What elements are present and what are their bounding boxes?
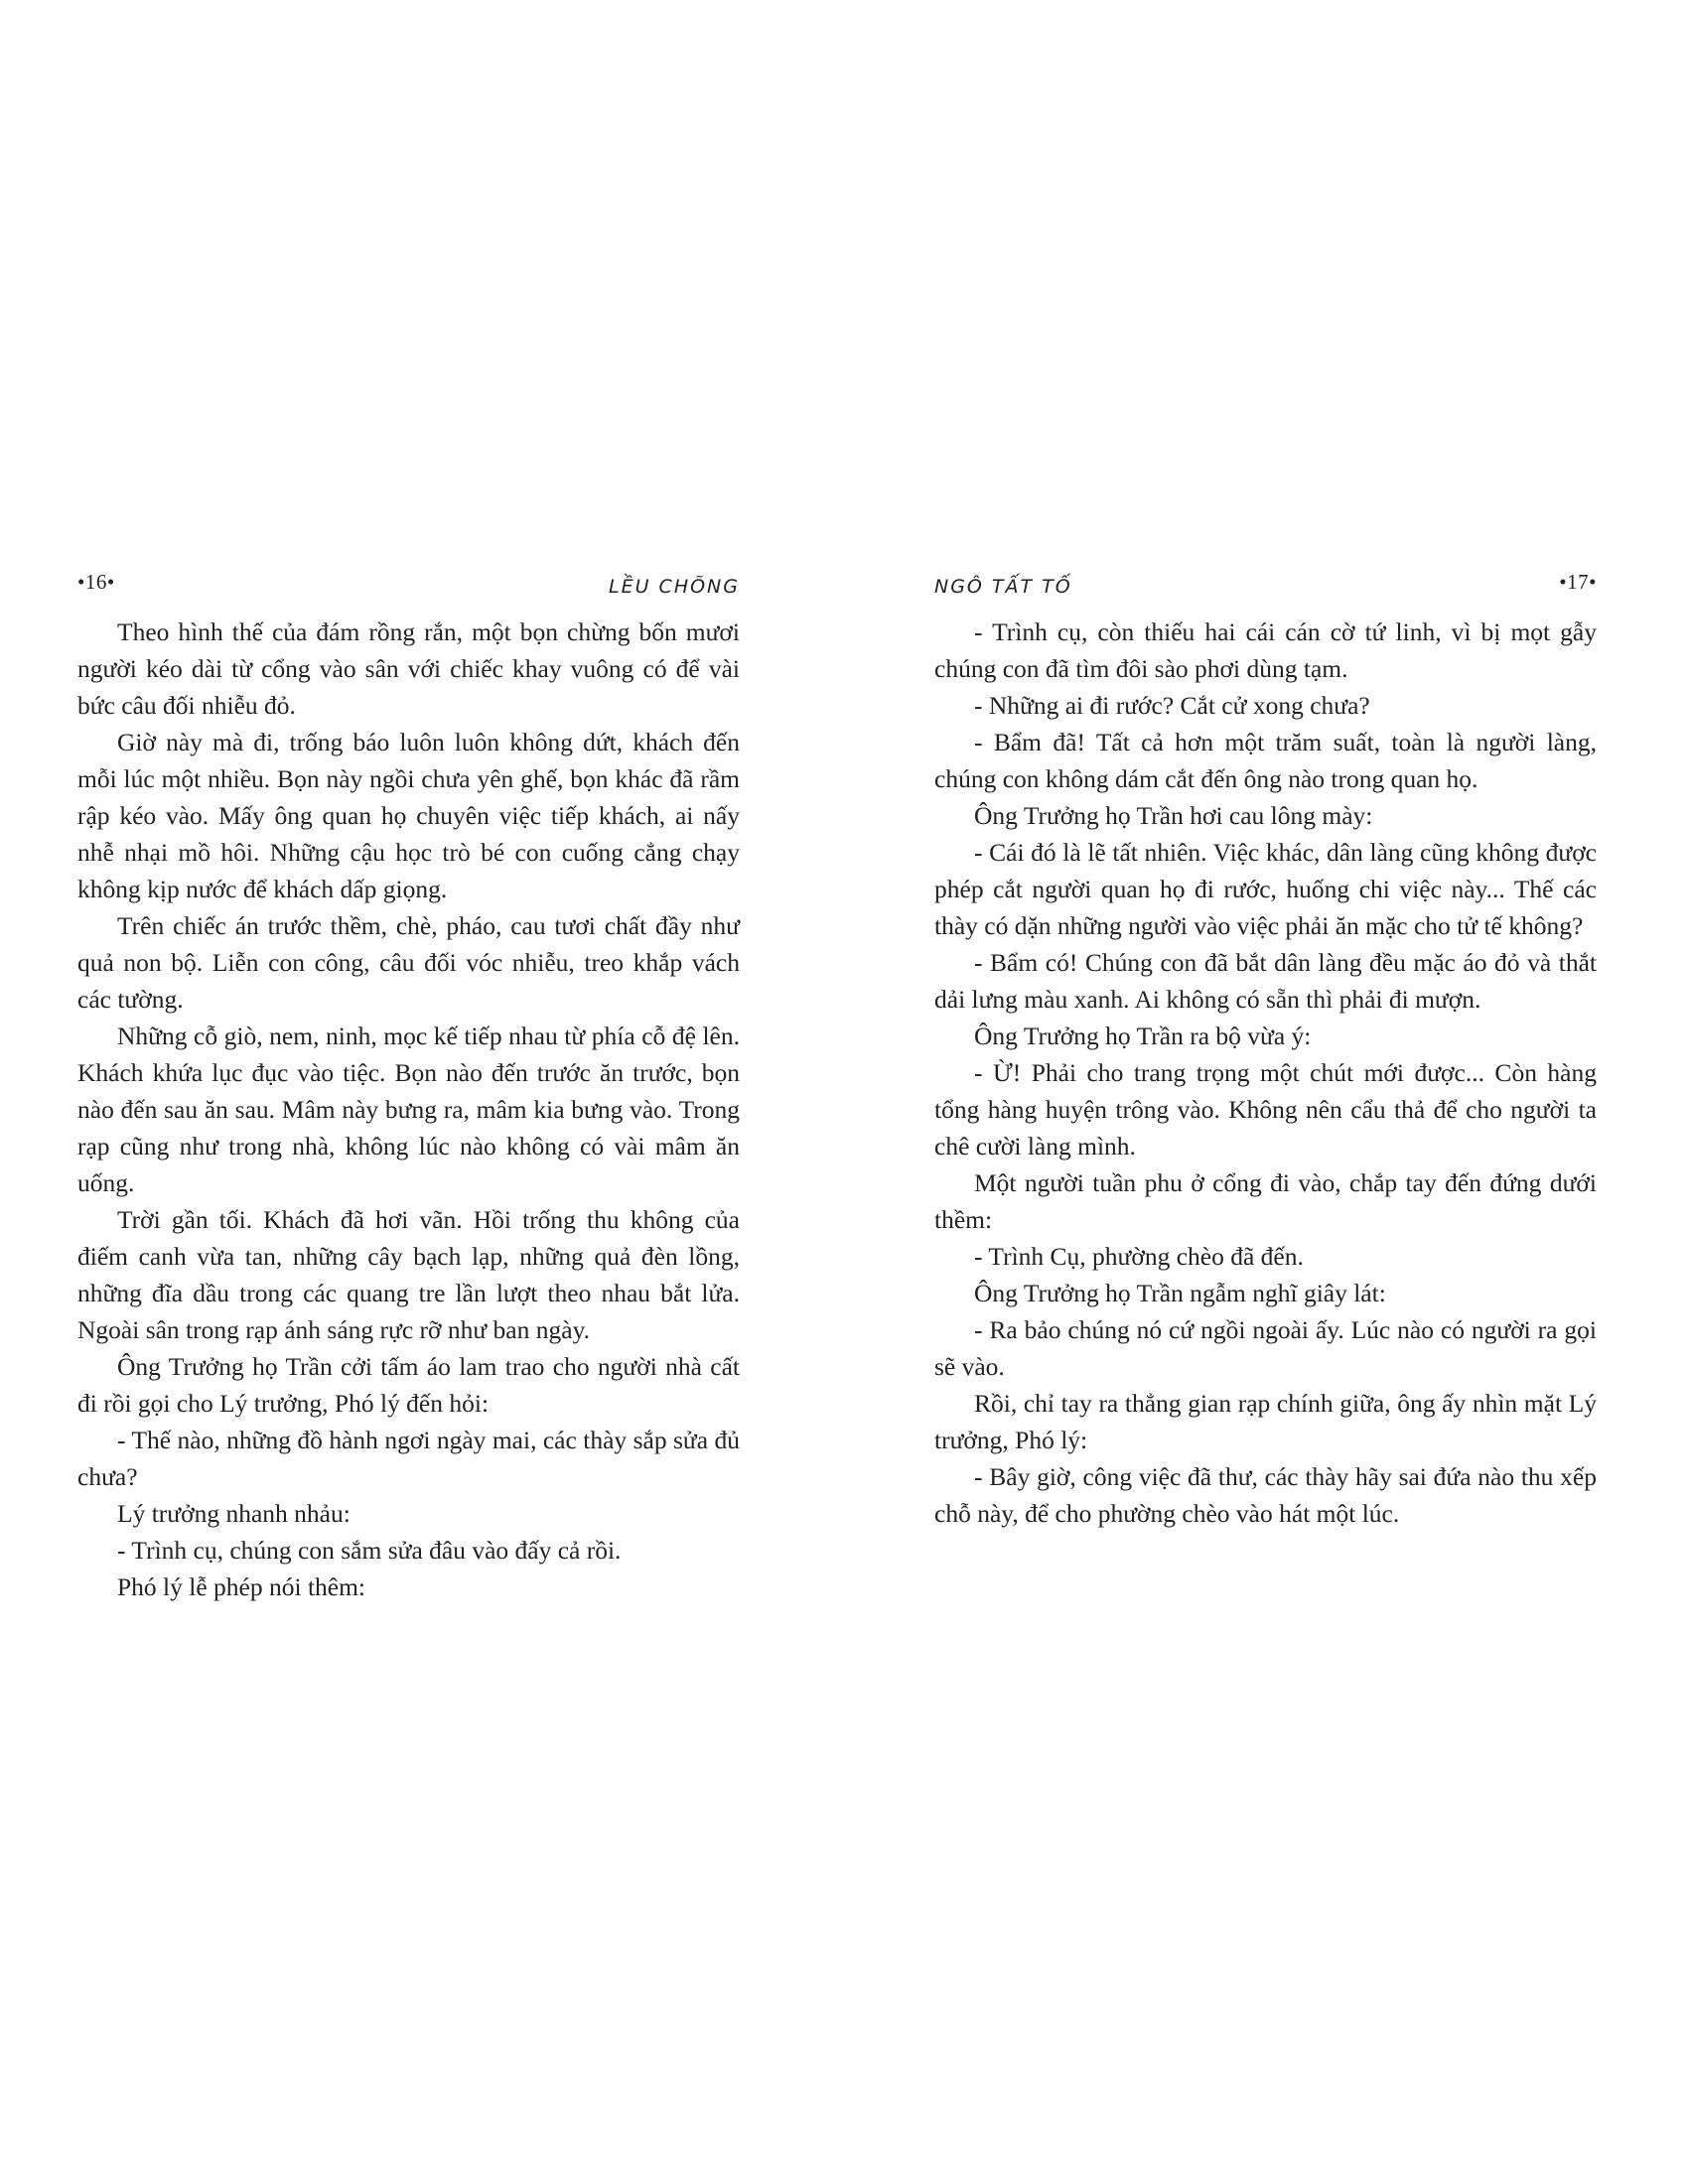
left-page-body [77, 614, 740, 1605]
paragraph: Giờ này mà đi, trống báo luôn luôn không dứt, khách đến mỗi lúc một nhiều. Bọn này ngồi chưa yên ghế, bọn khác đã rầm rập kéo vào. Mấy ông quan họ chuyên việc tiếp khách, ai nấy nhễ nhại mồ hôi. Những cậu học trò bé con cuống cẳng chạy không kịp nước để khách dấp giọng. [77, 728, 740, 903]
dialogue-line: - Bẩm có! Chúng con đã bắt dân làng đều mặc áo đỏ và thắt dải lưng màu xanh. Ai không có sẵn thì phải đi mượn. [934, 948, 1597, 1014]
left-running-head [77, 570, 740, 610]
paragraph: Những cỗ giò, nem, ninh, mọc kế tiếp nhau từ phía cỗ đệ lên. Khách khứa lục đục vào tiệc. Bọn nào đến trước ăn trước, bọn nào đến sau ăn sau. Mâm này bưng ra, mâm kia bưng vào. Trong rạp cũng như trong nhà, không lúc nào không có vài mâm ăn uống. [77, 1022, 740, 1197]
dialogue-line: - Thế nào, những đồ hành ngơi ngày mai, các thày sắp sửa đủ chưa? [77, 1426, 740, 1491]
left-page [77, 570, 740, 1605]
author-name-header: NGÔ TẤT TỐ [934, 576, 1072, 598]
right-page-body [934, 614, 1597, 1532]
dialogue-line: - Những ai đi rước? Cắt cử xong chưa? [974, 691, 1370, 720]
dialogue-line: - Ra bảo chúng nó cứ ngồi ngoài ấy. Lúc nào có người ra gọi sẽ vào. [934, 1315, 1597, 1381]
dialogue-line: - Bẩm đã! Tất cả hơn một trăm suất, toàn là người làng, chúng con không dám cắt đến ông nào trong quan họ. [934, 728, 1597, 793]
paragraph: Theo hình thế của đám rồng rắn, một bọn chừng bốn mươi người kéo dài từ cổng vào sân với chiếc khay vuông có để vài bức câu đối nhiễu đỏ. [77, 617, 740, 720]
paragraph: Ông Trưởng họ Trần ra bộ vừa ý: [974, 1022, 1312, 1050]
right-running-head [934, 570, 1597, 610]
paragraph: Ông Trưởng họ Trần cởi tấm áo lam trao cho người nhà cất đi rồi gọi cho Lý trưởng, Phó lý đến hỏi: [77, 1352, 740, 1418]
paragraph: Rồi, chỉ tay ra thẳng gian rạp chính giữa, ông ấy nhìn mặt Lý trưởng, Phó lý: [934, 1389, 1597, 1454]
dialogue-line: - Trình Cụ, phường chèo đã đến. [974, 1242, 1304, 1271]
page-number-left: •16• [77, 570, 115, 594]
dialogue-line: - Cái đó là lẽ tất nhiên. Việc khác, dân làng cũng không được phép cắt người quan họ đi rước, huống chi việc này... Thế các thày có dặn những người vào việc phải ăn mặc cho tử tế không? [934, 838, 1597, 940]
dialogue-line: - Trình cụ, chúng con sắm sửa đâu vào đấy cả rồi. [117, 1536, 622, 1565]
paragraph: Ông Trưởng họ Trần hơi cau lông mày: [974, 801, 1373, 830]
dialogue-line: - Ừ! Phải cho trang trọng một chút mới được... Còn hàng tổng hàng huyện trông vào. Không nên cẩu thả để cho người ta chê cười làng mình. [934, 1058, 1597, 1160]
right-page [934, 570, 1597, 1532]
dialogue-line: - Trình cụ, còn thiếu hai cái cán cờ tứ linh, vì bị mọt gẫy chúng con đã tìm đôi sào phơi dùng tạm. [934, 617, 1597, 683]
dialogue-line: - Bây giờ, công việc đã thư, các thày hãy sai đứa nào thu xếp chỗ này, để cho phường chèo vào hát một lúc. [934, 1462, 1597, 1528]
paragraph: Trời gần tối. Khách đã hơi vãn. Hồi trống thu không của điếm canh vừa tan, những cây bạch lạp, những quả đèn lồng, những đĩa dầu trong các quang tre lần lượt theo nhau bắt lửa. Ngoài sân trong rạp ánh sáng rực rỡ như ban ngày. [77, 1205, 740, 1344]
paragraph: Một người tuần phu ở cổng đi vào, chắp tay đến đứng dưới thềm: [934, 1168, 1597, 1234]
page-number-right: •17• [1559, 570, 1597, 594]
paragraph: Phó lý lễ phép nói thêm: [117, 1572, 366, 1601]
paragraph: Trên chiếc án trước thềm, chè, pháo, cau tươi chất đầy như quả non bộ. Liễn con công, câu đối vóc nhiễu, treo khắp vách các tường. [77, 911, 740, 1014]
book-title-header: LỀU CHÕNG [609, 576, 740, 598]
paragraph: Lý trưởng nhanh nhảu: [117, 1499, 351, 1528]
paragraph: Ông Trưởng họ Trần ngẫm nghĩ giây lát: [974, 1279, 1386, 1307]
